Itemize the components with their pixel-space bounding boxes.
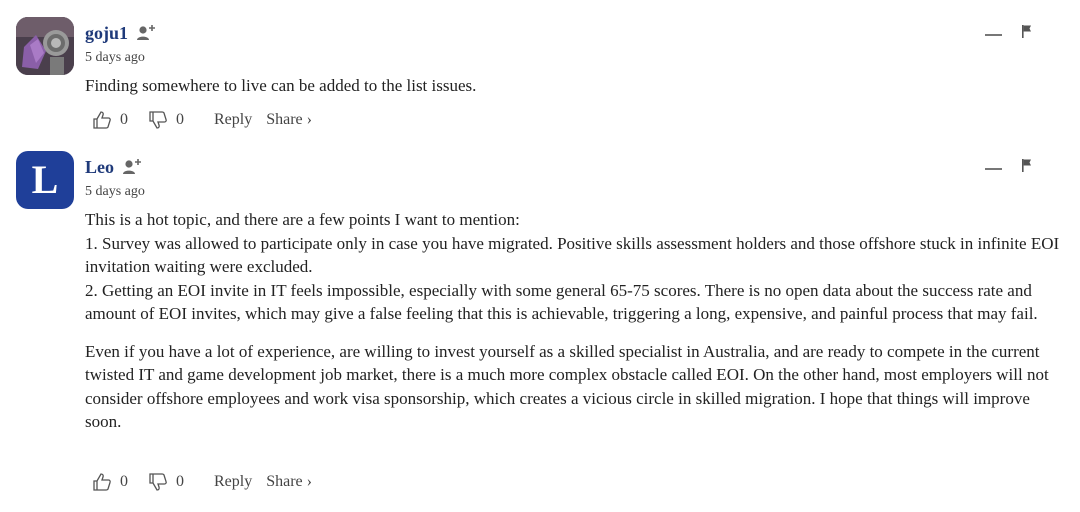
paragraph-gap [85,326,1060,340]
user-photo-icon [16,17,74,75]
author-row [85,22,158,44]
comment-actions [92,470,312,494]
reply-button[interactable]: Reply [214,111,253,128]
collapse-icon[interactable] [985,34,1002,36]
dislike-count: 0 [176,111,184,128]
timestamp: 5 days ago [85,50,145,65]
thumbs-up-icon[interactable] [92,110,112,130]
thumbs-up-icon[interactable] [92,472,112,492]
flag-icon[interactable] [1020,24,1034,38]
comment-body [85,74,1060,98]
share-button[interactable]: Share › [266,473,312,490]
like-count: 0 [120,111,128,128]
avatar-letter: L [31,157,59,202]
follow-user-icon[interactable] [122,157,144,177]
author-name[interactable]: Leo [85,157,114,177]
avatar[interactable] [16,151,74,209]
dislike-count: 0 [176,473,184,490]
comment-paragraph: Even if you have a lot of experience, are willing to invest yourself as a skilled specialist in Australia, and are ready to compete in the current twisted IT and game development job market, there is a much more complex obstacle called EOI. On the other hand, most employers will not consider offshore employees and work visa sponsorship, which creates a vicious circle in skilled migration. I hope that things will improve soon. [85,341,1049,431]
thumbs-down-icon[interactable] [148,110,168,130]
author-row [85,156,144,178]
comment-text: Finding somewhere to live can be added to the list issues. [85,76,477,95]
comment-paragraph: This is a hot topic, and there are a few points I want to mention: [85,210,520,229]
follow-user-icon[interactable] [136,23,158,43]
comment-actions [92,108,312,132]
collapse-icon[interactable] [985,168,1002,170]
timestamp: 5 days ago [85,184,145,199]
flag-icon[interactable] [1020,158,1034,172]
comment-body [85,208,1060,434]
avatar[interactable] [16,17,74,75]
thumbs-down-icon[interactable] [148,472,168,492]
like-count: 0 [120,473,128,490]
comment-paragraph: 1. Survey was allowed to participate only in case you have migrated. Positive skills assessment holders and those offshore stuck in infinite EOI invitation waiting were excluded. [85,233,1060,276]
comment-paragraph: 2. Getting an EOI invite in IT feels impossible, especially with some general 65-75 scores. There is no open data about the success rate and amount of EOI invites, which may give a false feeling that this is achievable, triggering a long, expensive, and painful process that may fail. [85,280,1038,323]
reply-button[interactable]: Reply [214,473,253,490]
share-button[interactable]: Share › [266,111,312,128]
author-name[interactable]: goju1 [85,23,129,43]
